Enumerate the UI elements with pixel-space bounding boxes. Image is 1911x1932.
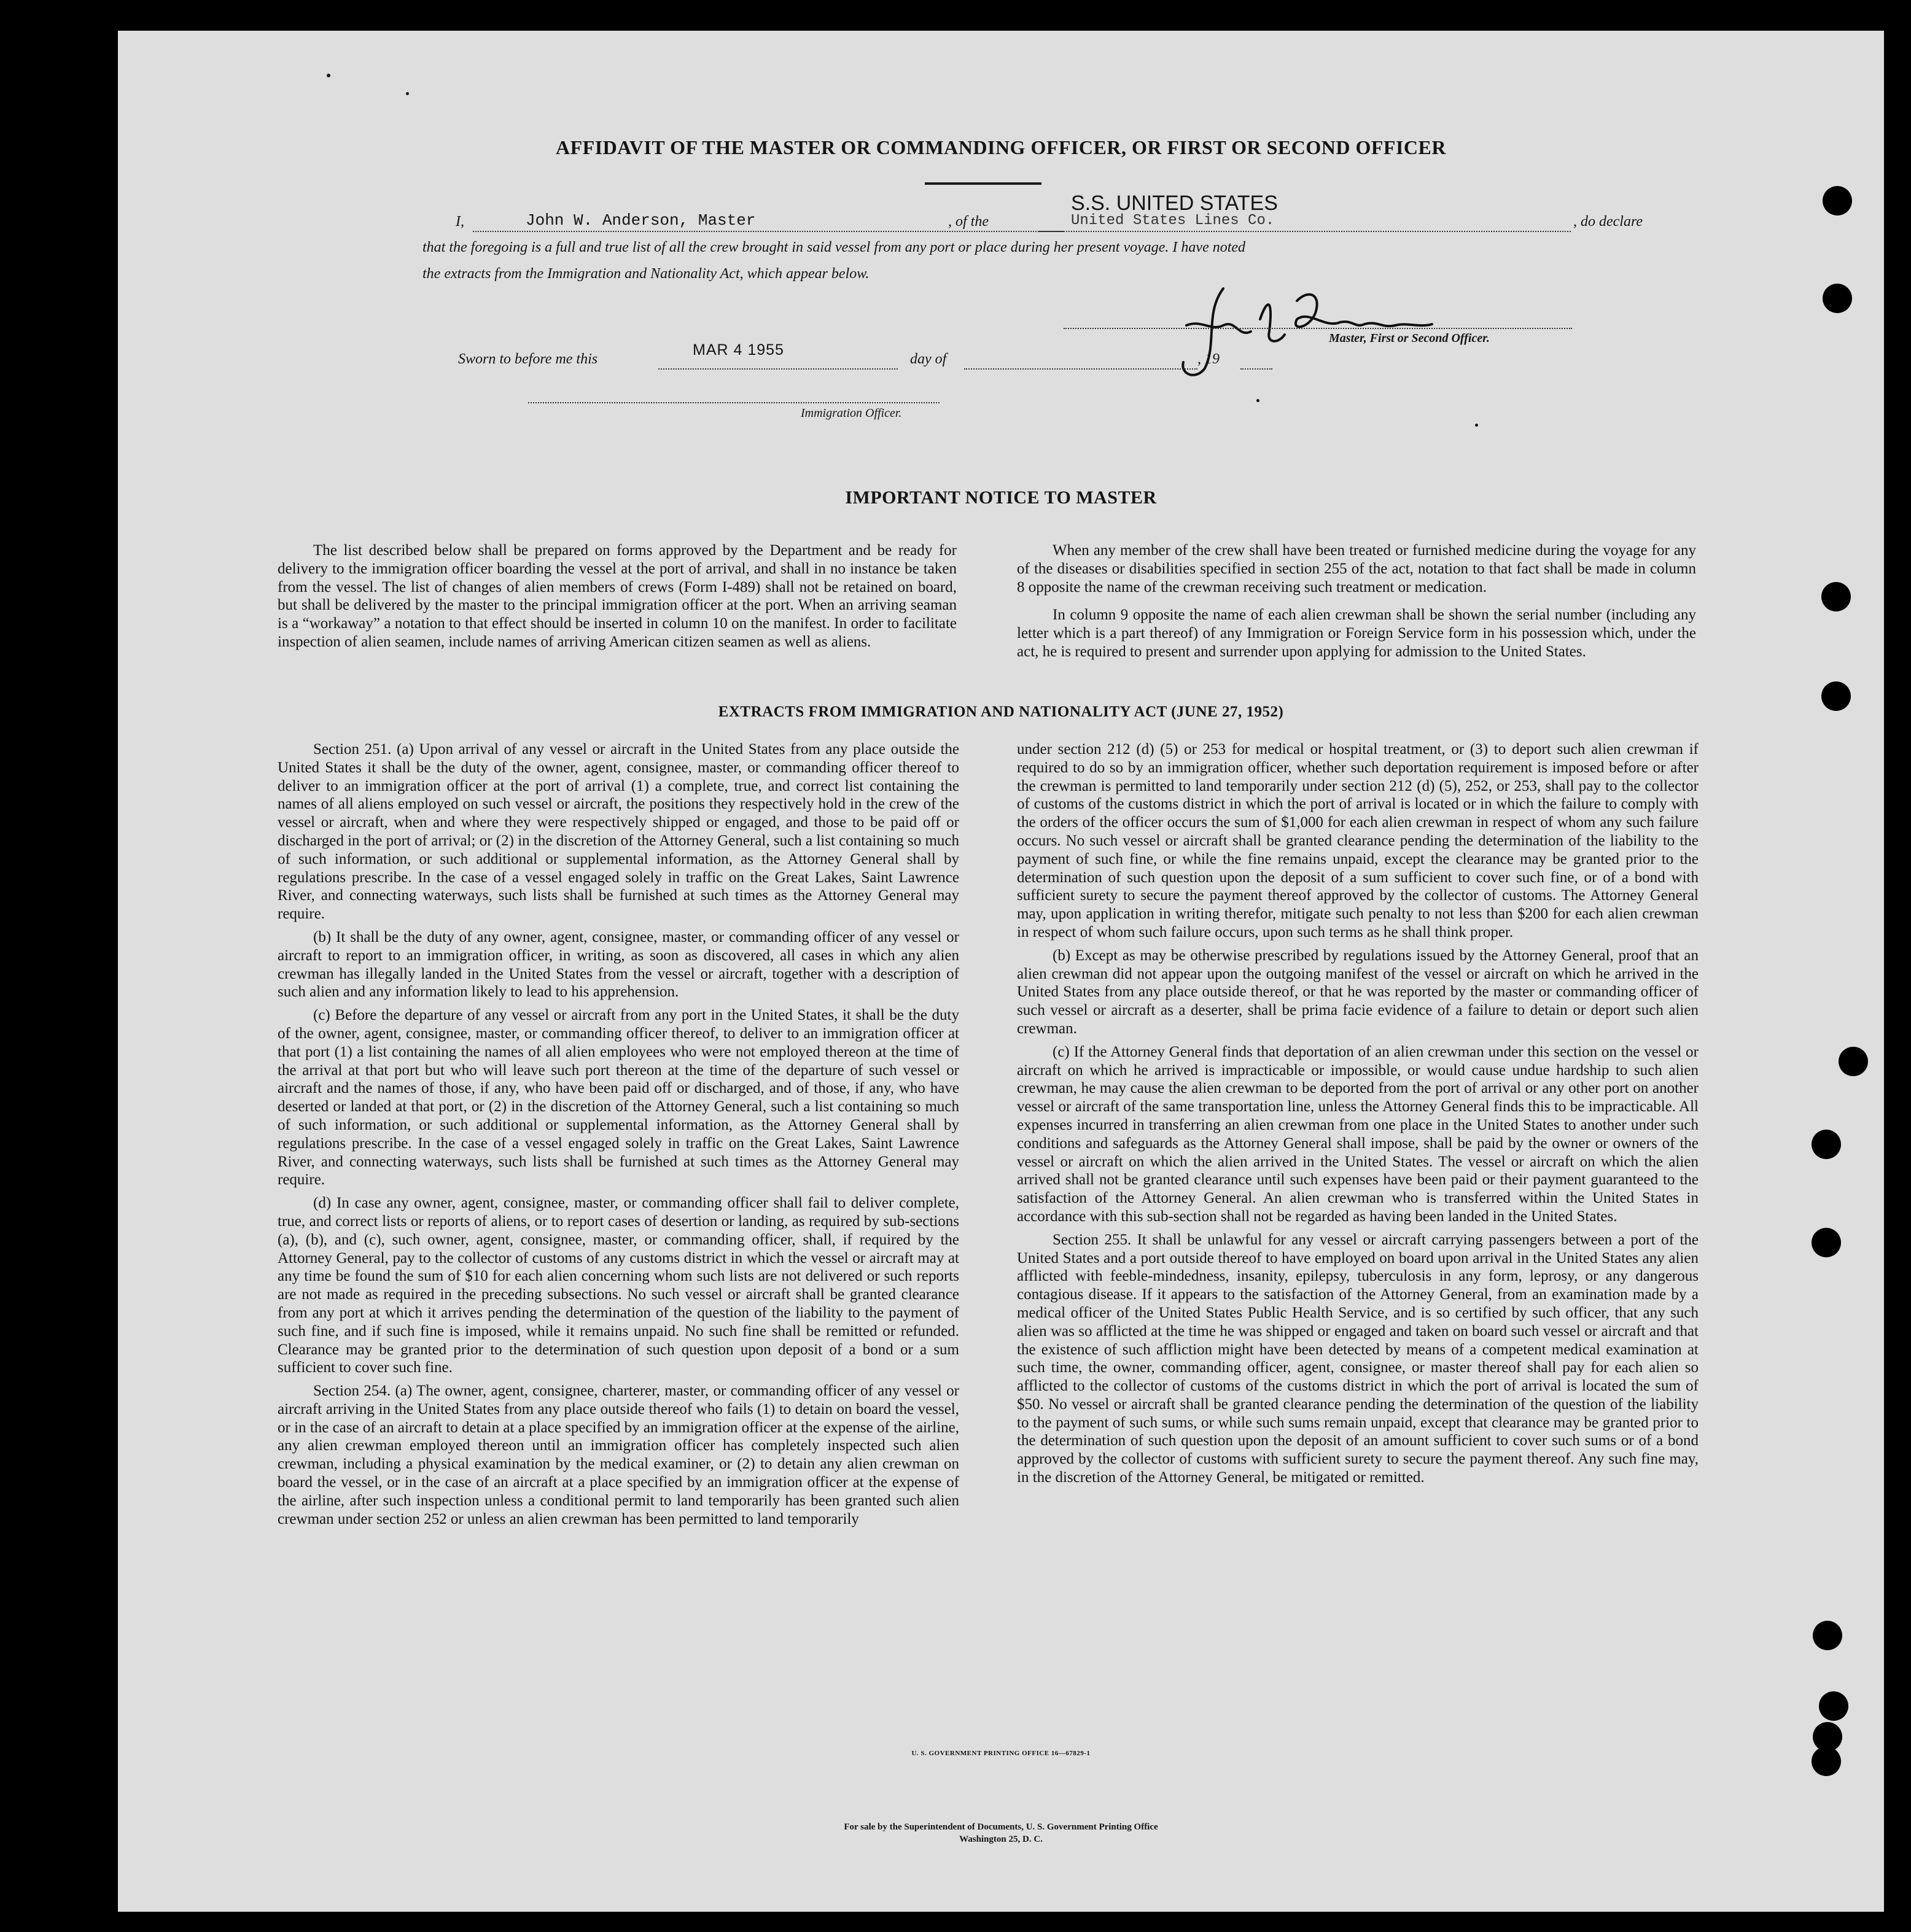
signature-dotted-line [1064,328,1572,329]
immigration-officer-label: Immigration Officer. [801,406,902,420]
section-251-c: (c) Before the departure of any vessel or aircraft from any port in the United States, it shall be the duty of the owner, agent, consignee, master, or commanding officer thereof, to deliver to an immigration officer at that port (1) a list containing the names of all alien employees who were not employed thereon at the time of the arrival at that port but who will leave such port thereon at the time of the departure of such vessel or aircraft and the names of those, if any, who have been paid off or discharged, and of those, if any, who have deserted or landed at that port, or (2) in the discretion of the Attorney General, such a list containing so much of such information, or such additional or supplemental information, as the Attorney General shall by regulations prescribe. In the case of a vessel engaged solely in traffic on the Great Lakes, Saint Lawrence River, and connecting waterways, such lists shall be furnished at such times as the Attorney General may require. [278,1007,959,1189]
speck-mark [1475,424,1478,427]
line1-prefix: I, [456,214,464,230]
notice-right-paragraph-2: In column 9 opposite the name of each alien crewman shall be shown the serial number (including any letter which is a part thereof) of any Immigration or Foreign Service form in his possession which, under the act, he is required to present and surrender upon applying for admission to the United States. [1017,607,1696,660]
printing-office-imprint: U. S. GOVERNMENT PRINTING OFFICE 16—67829-1 [911,1750,1091,1757]
notice-right-paragraph-1: When any member of the crew shall have been treated or furnished medicine during the voyage for any of the diseases or disabilities specified in section 255 of the act, notation to that fact shall be made in column 8 opposite the name of the crewman receiving such treatment or medication. [1017,542,1696,596]
speck-mark [1256,399,1259,402]
extracts-left-column [278,740,959,1533]
year-dotted-line [1240,368,1272,370]
officer-dotted-line [528,402,940,403]
notice-right-column [1017,541,1696,666]
vessel-typed: United States Lines Co. [1071,212,1275,229]
speck-mark [406,92,409,95]
punch-hole [1839,1047,1868,1076]
vessel-dotted-line [1039,231,1571,232]
name-dotted-line [473,231,1064,232]
of-the-label: , of the [948,214,989,230]
vessel-stamp: S.S. UNITED STATES [1071,192,1278,215]
title-rule [925,182,1041,185]
punch-hole [1821,681,1851,711]
affidavit-title: AFFIDAVIT OF THE MASTER OR COMMANDING OFFICER, OR FIRST OR SECOND OFFICER [556,136,1446,158]
sworn-prefix: Sworn to before me this [458,351,598,367]
sworn-date-stamp: MAR 4 1955 [693,341,784,359]
extracts-title: EXTRACTS FROM IMMIGRATION AND NATIONALITY ACT (JUNE 27, 1952) [718,704,1284,720]
section-251-b: (b) It shall be the duty of any owner, agent, consignee, master, or commanding officer of any vessel or aircraft to report to an immigration officer, in writing, as soon as discovered, all cases in which any alien crewman has illegally landed in the United States from the vessel or aircraft, together with a description of such alien and any information likely to lead to his apprehension. [278,928,959,1001]
section-254-b: (b) Except as may be otherwise prescribed by regulations issued by the Attorney General, proof that an alien crewman did not appear upon the outgoing manifest of the vessel or aircraft on which he arrived in the United States from any place outside thereof, or that he was reported by the master or commanding officer of such vessel or aircraft as a deserter, shall be prima facie evidence of a failure to detain or deport such alien crewman. [1017,947,1699,1037]
punch-hole [1812,1228,1841,1257]
sworn-date-dotted-line [658,368,898,370]
affidavit-line2: that the foregoing is a full and true list of all the crew brought in said vessel from any port or place during her present voyage. I have noted [422,239,1246,255]
notice-left-paragraph: The list described below shall be prepared on forms approved by the Department and be ready for delivery to the immigration officer boarding the vessel at the port of arrival, and shall in no instance be taken from the vessel. The list of changes of alien members of crews (Form I-489) shall not be retained on board, but shall be delivered by the master to the principal immigration officer at the port. When an arriving seaman is a “workaway” a notation to that effect should be inserted in column 10 on the manifest. In order to facilitate inspection of alien seamen, include names of arriving American citizen seamen as well as aliens. [278,542,957,650]
speck-mark [327,74,330,77]
punch-hole [1812,1130,1841,1159]
year-prefix: , 19 [1197,351,1220,367]
notice-left-column [278,541,957,656]
section-254-c: (c) If the Attorney General finds that deportation of an alien crewman under this section on the vessel or aircraft on which he arrived is impracticable or impossible, or would cause undue hardship to such alien crewman, he may cause the alien crewman to be deported from the port of arrival or any other port on another vessel or aircraft of the same transportation line, unless the Attorney General finds this to be impracticable. All expenses incurred in transferring an alien crewman from one place in the United States to another under such conditions and safeguards as the Attorney General shall impose, shall be paid by the owner or owners of the vessel or aircraft on which the alien arrived in the United States. The vessel or aircraft on which the alien arrived shall not be granted clearance until such expenses have been paid or their payment guaranteed to the satisfaction of the Attorney General. An alien crewman who is transferred within the United States in accordance with this sub-section shall not be regarded as having been landed in the United States. [1017,1043,1699,1225]
punch-hole [1823,284,1852,313]
section-251-d: (d) In case any owner, agent, consignee, master, or commanding officer shall fail to deliver complete, true, and correct lists or reports of aliens, or to report cases of desertion or landing, as required by sub-sections (a), (b), and (c), such owner, agent, consignee, master, or commanding officer, shall, if required by the Attorney General, pay to the collector of customs of any customs district in which the vessel or aircraft may at any time be found the sum of $10 for each alien concerning whom such lists are not delivered or such reports are not made as required in the preceding subsections. No such vessel or aircraft shall be granted clearance from any port at which it arrives pending the determination of the question of the liability to the payment of such fine, and if such fine is imposed, while it remains unpaid. No such fine shall be remitted or refunded. Clearance may be granted prior to the determination of such question upon deposit of a bond or a sum sufficient to cover such fine. [278,1195,959,1376]
punch-hole [1819,1691,1848,1721]
extracts-right-column [1017,740,1699,1492]
punch-hole [1813,1621,1842,1650]
punch-hole [1821,582,1851,611]
month-dotted-line [964,368,1197,370]
affidavit-line3: the extracts from the Immigration and Nationality Act, which appear below. [422,266,870,282]
punch-hole [1812,1747,1841,1776]
section-254-a: Section 254. (a) The owner, agent, consignee, charterer, master, or commanding officer of any vessel or aircraft arriving in the United States from any place outside thereof who fails (1) to detain on board the vessel, or in the case of an aircraft to detain at a place specified by an immigration officer at the expense of the airline, any alien crewman employed thereon until an immigration officer has completely inspected such alien crewman, including a physical examination by the medical examiner, or (2) to detain any alien crewman on board the vessel, or in the case of an aircraft at a place specified by an immigration officer at the expense of the airline, after such inspection unless a conditional permit to land temporarily has been granted such alien crewman under section 252 or unless an alien crewman has been permitted to land temporarily [278,1383,959,1527]
address-line: Washington 25, D. C. [959,1834,1043,1844]
punch-hole [1823,186,1852,215]
do-declare-label: , do declare [1573,214,1643,230]
section-254-a-continued: under section 212 (d) (5) or 253 for medical or hospital treatment, or (3) to deport such alien crewman if required to do so by an immigration officer, whether such deportation requirement is imposed before or after the crewman is permitted to land temporarily under section 212 (d) (5), 252, or 253, shall pay to the collector of customs of the customs district in which the port of arrival is located or in which the failure to comply with the orders of the officer occurs the sum of $1,000 for each alien crewman in respect of whom any such failure occurs. No such vessel or aircraft shall be granted clearance pending the determination of the liability to the payment of such fine, or while the fine remains unpaid, except the clearance may be granted prior to the determination of such question upon the deposit of a sum sufficient to cover such fine, or of a bond with sufficient surety to secure the payment thereof approved by the collector of customs. The Attorney General may, upon application in writing therefor, mitigate such penalty to not less than $200 for each alien crewman in respect of whom such failure occurs, upon such terms as he shall think proper. [1017,741,1699,941]
section-255: Section 255. It shall be unlawful for any vessel or aircraft carrying passengers between a port of the United States and a port outside thereof to have employed on board upon arrival in the United States any alien afflicted with feeble-mindedness, insanity, epilepsy, tuberculosis in any form, leprosy, or any dangerous contagious disease. If it appears to the satisfaction of the Attorney General, from an examination made by a medical officer of the United States Public Health Service, and is so certified by such officer, that any such alien was so afflicted at the time he was shipped or engaged and taken on board such vessel or aircraft and that the existence of such affliction might have been detected by means of a competent medical examination at such time, the owner, commanding officer, agent, consignee, or master thereof shall pay for each alien so afflicted to the collector of customs of the customs district in which the port of arrival is located the sum of $50. No vessel or aircraft shall be granted clearance pending the determination of the question of the liability to the payment of such sums, or while such sums remain unpaid, except that clearance may be granted prior to the determination of such question upon the deposit of an amount sufficient to cover such sums or of a bond approved by the collector of customs with sufficient surety to secure the payment thereof. Any such fine may, in the discretion of the Attorney General, be mitigated or remitted. [1017,1231,1699,1486]
section-251-a: Section 251. (a) Upon arrival of any vessel or aircraft in the United States from any place outside the United States it shall be the duty of the owner, agent, consignee, master, or commanding officer thereof to deliver to an immigration officer at the port of arrival (1) a complete, true, and correct list containing the names of all aliens employed on such vessel or aircraft, the positions they respectively hold in the crew of the vessel or aircraft, when and where they were respectively shipped or engaged, and those to be paid off or discharged in the port of arrival; or (2) in the discretion of the Attorney General, such a list containing so much of such information, or such additional or supplemental information, as the Attorney General shall by regulations prescribe. In the case of a vessel engaged solely in traffic on the Great Lakes, Saint Lawrence River, and connecting waterways, such lists shall be furnished at such times as the Attorney General may require. [278,741,959,923]
form-page [118,31,1884,1912]
master-officer-label: Master, First or Second Officer. [1329,332,1490,345]
day-of-label: day of [910,351,947,367]
master-name-field: John W. Anderson, Master [526,211,756,230]
sale-line: For sale by the Superintendent of Documents, U. S. Government Printing Office [844,1822,1158,1832]
notice-title: IMPORTANT NOTICE TO MASTER [845,487,1157,508]
